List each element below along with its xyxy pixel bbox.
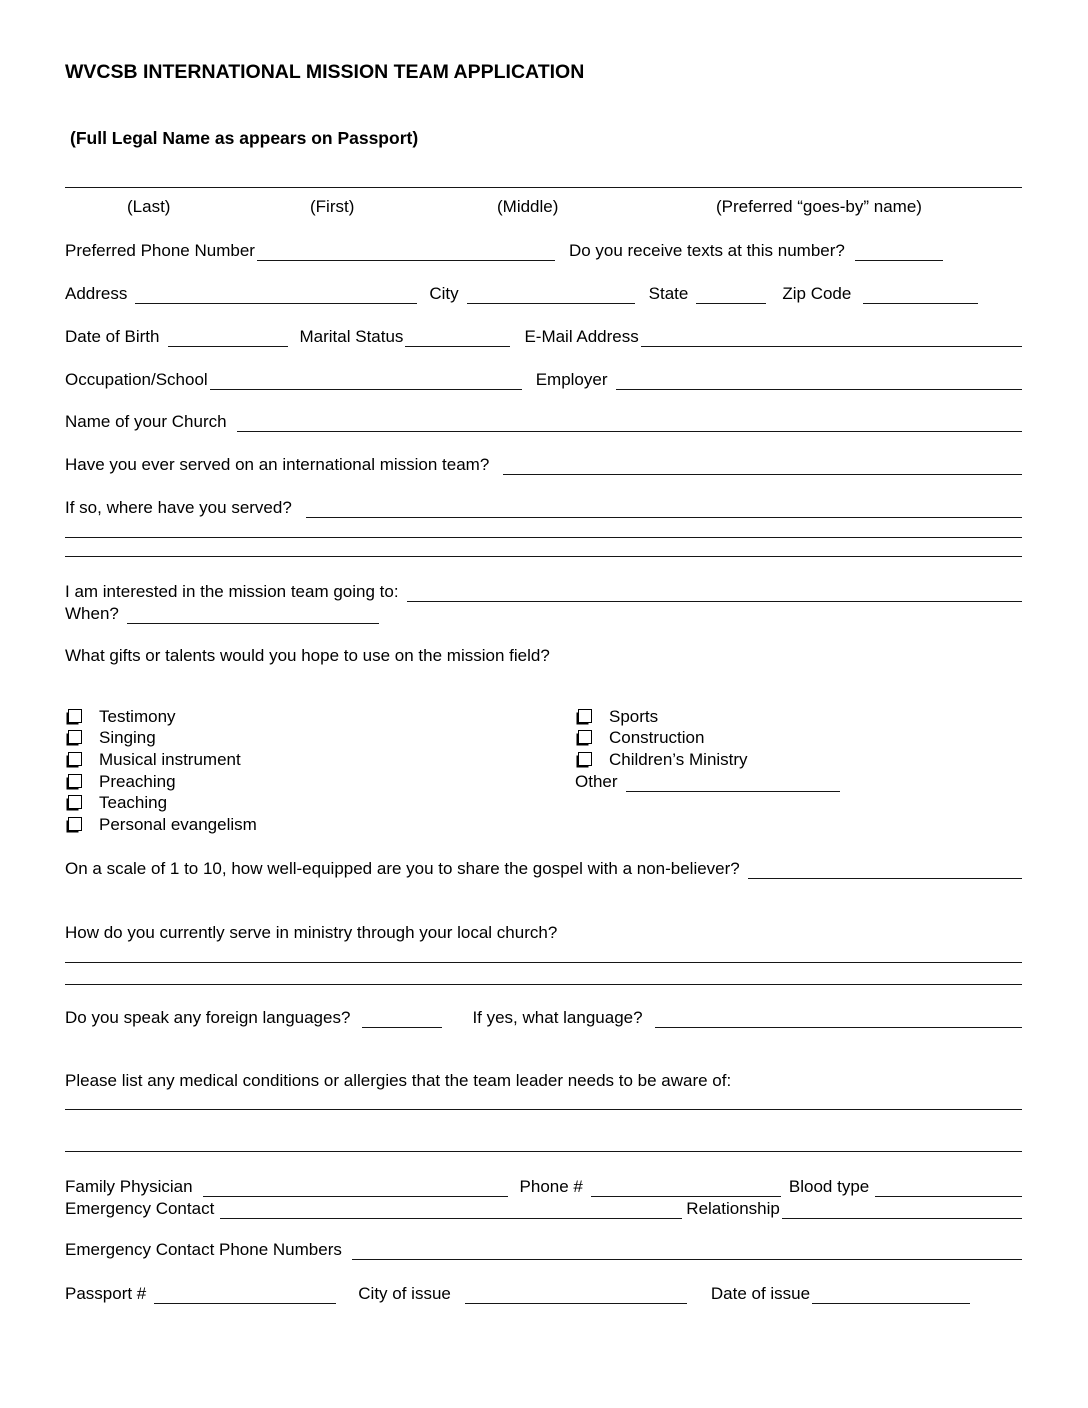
served-question-blank[interactable] <box>503 472 1022 475</box>
occupation-school-label: Occupation/School <box>65 370 208 389</box>
when-blank[interactable] <box>127 621 379 624</box>
family-physician-blank[interactable] <box>203 1194 508 1197</box>
interested-in-blank[interactable] <box>407 599 1022 602</box>
name-label-last: (Last) <box>127 197 171 216</box>
receive-texts-blank[interactable] <box>855 258 943 261</box>
row-family-physician <box>65 1176 1022 1197</box>
row-church <box>65 411 1022 432</box>
gift-option-label: Children’s Ministry <box>609 749 748 769</box>
emergency-phones-label: Emergency Contact Phone Numbers <box>65 1240 342 1259</box>
row-gifts-question <box>65 645 1022 666</box>
checkbox-icon[interactable] <box>68 795 82 809</box>
city-label: City <box>429 284 459 303</box>
checkbox-icon[interactable] <box>578 709 592 723</box>
checkbox-icon[interactable] <box>578 752 592 766</box>
interested-in-label: I am interested in the mission team going to: <box>65 582 399 601</box>
gift-option-sports[interactable] <box>575 706 840 728</box>
other-label: Other <box>575 772 618 792</box>
employer-label: Employer <box>535 370 608 389</box>
gift-option-musical-instrument[interactable] <box>65 749 257 771</box>
gift-option-personal-evangelism[interactable] <box>65 814 257 836</box>
foreign-languages-blank[interactable] <box>362 1025 442 1028</box>
phone-number-blank[interactable] <box>591 1194 781 1197</box>
row-served-where <box>65 497 1022 518</box>
blood-type-blank[interactable] <box>875 1194 1022 1197</box>
row-address <box>65 283 1022 304</box>
blood-type-label: Blood type <box>788 1177 870 1196</box>
marital-status-label: Marital Status <box>299 327 404 346</box>
row-ministry-question <box>65 922 1022 943</box>
row-interested-in <box>65 581 1022 602</box>
passport-number-label: Passport # <box>65 1284 147 1303</box>
what-language-blank[interactable] <box>655 1025 1022 1028</box>
passport-number-blank[interactable] <box>154 1301 336 1304</box>
gift-option-singing[interactable] <box>65 728 257 750</box>
gift-option-label: Musical instrument <box>99 749 241 769</box>
zip-code-blank[interactable] <box>863 301 978 304</box>
gift-option-preaching[interactable] <box>65 771 257 793</box>
state-label: State <box>648 284 689 303</box>
employer-blank[interactable] <box>616 387 1022 390</box>
row-occupation-employer <box>65 369 1022 390</box>
form-subtitle: (Full Legal Name as appears on Passport) <box>70 128 419 148</box>
row-preferred-phone <box>65 240 1022 261</box>
gift-option-label: Testimony <box>99 706 176 726</box>
gift-option-testimony[interactable] <box>65 706 257 728</box>
city-of-issue-label: City of issue <box>358 1284 451 1303</box>
gift-option-label: Construction <box>609 728 705 748</box>
occupation-school-blank[interactable] <box>210 387 522 390</box>
name-label-preferred: (Preferred “goes-by” name) <box>716 197 922 216</box>
gift-option-label: Sports <box>609 706 659 726</box>
gifts-column-right <box>575 706 840 792</box>
city-of-issue-blank[interactable] <box>465 1301 687 1304</box>
gifts-checkbox-section <box>65 706 1022 838</box>
foreign-languages-label: Do you speak any foreign languages? <box>65 1008 351 1027</box>
full-name-blank[interactable] <box>65 187 1022 188</box>
served-where-extra-line-2[interactable] <box>65 556 1022 557</box>
name-label-middle: (Middle) <box>497 197 559 216</box>
emergency-contact-blank[interactable] <box>220 1216 682 1219</box>
row-emergency-contact <box>65 1198 1022 1219</box>
receive-texts-label: Do you receive texts at this number? <box>568 241 845 260</box>
emergency-contact-label: Emergency Contact <box>65 1199 215 1218</box>
checkbox-icon[interactable] <box>68 817 82 831</box>
checkbox-icon[interactable] <box>578 730 592 744</box>
date-of-issue-blank[interactable] <box>812 1301 970 1304</box>
gift-option-label: Singing <box>99 728 156 748</box>
scale-question-blank[interactable] <box>748 876 1022 879</box>
row-served-question <box>65 454 1022 475</box>
served-question-label: Have you ever served on an international mission team? <box>65 455 490 474</box>
ministry-question-label: How do you currently serve in ministry through your local church? <box>65 923 558 942</box>
served-where-extra-line-1[interactable] <box>65 537 1022 538</box>
church-name-blank[interactable] <box>237 429 1022 432</box>
gift-option-label: Teaching <box>99 793 168 813</box>
relationship-blank[interactable] <box>782 1216 1022 1219</box>
gift-option-construction[interactable] <box>575 728 840 750</box>
address-blank[interactable] <box>135 301 417 304</box>
row-birth-marital-email <box>65 326 1022 347</box>
zip-code-label: Zip Code <box>782 284 852 303</box>
scale-question-label: On a scale of 1 to 10, how well-equipped are you to share the gospel with a non-believer? <box>65 859 740 878</box>
date-of-birth-label: Date of Birth <box>65 327 160 346</box>
date-of-birth-blank[interactable] <box>168 344 288 347</box>
medical-question-label: Please list any medical conditions or allergies that the team leader needs to be aware of: <box>65 1071 732 1090</box>
row-scale-question <box>65 858 1022 879</box>
name-labels-row <box>65 196 1022 217</box>
city-blank[interactable] <box>467 301 635 304</box>
phone-number-label: Phone # <box>519 1177 583 1196</box>
family-physician-label: Family Physician <box>65 1177 193 1196</box>
checkbox-icon[interactable] <box>68 730 82 744</box>
form-title: WVCSB INTERNATIONAL MISSION TEAM APPLICATION <box>65 61 585 83</box>
preferred-phone-blank[interactable] <box>257 258 555 261</box>
gifts-column-left <box>65 706 257 836</box>
checkbox-icon[interactable] <box>68 709 82 723</box>
ministry-answer-line-1[interactable] <box>65 962 1022 963</box>
emergency-phones-blank[interactable] <box>352 1257 1022 1260</box>
medical-answer-line-2[interactable] <box>65 1151 1022 1152</box>
what-language-label: If yes, what language? <box>472 1008 643 1027</box>
email-blank[interactable] <box>641 344 1022 347</box>
checkbox-icon[interactable] <box>68 774 82 788</box>
row-medical-question <box>65 1070 1022 1091</box>
ministry-answer-line-2[interactable] <box>65 984 1022 985</box>
address-label: Address <box>65 284 128 303</box>
other-blank[interactable] <box>626 789 840 792</box>
medical-answer-line-1[interactable] <box>65 1109 1022 1110</box>
checkbox-icon[interactable] <box>68 752 82 766</box>
gifts-question-label: What gifts or talents would you hope to use on the mission field? <box>65 646 550 665</box>
gift-option-label: Personal evangelism <box>99 814 257 834</box>
name-label-first: (First) <box>310 197 355 216</box>
gift-option-teaching[interactable] <box>65 792 257 814</box>
church-name-label: Name of your Church <box>65 412 227 431</box>
preferred-phone-label: Preferred Phone Number <box>65 241 255 260</box>
row-languages <box>65 1007 1022 1028</box>
served-where-label: If so, where have you served? <box>65 498 292 517</box>
row-emergency-phones <box>65 1239 1022 1260</box>
relationship-label: Relationship <box>686 1199 780 1218</box>
row-when <box>65 603 1022 624</box>
row-passport <box>65 1283 1022 1304</box>
gift-option-label: Preaching <box>99 771 176 791</box>
state-blank[interactable] <box>696 301 766 304</box>
when-label: When? <box>65 604 119 623</box>
gift-option-childrens-ministry[interactable] <box>575 749 840 771</box>
email-label: E-Mail Address <box>524 327 639 346</box>
gift-option-other <box>575 771 840 793</box>
marital-status-blank[interactable] <box>405 344 510 347</box>
served-where-blank[interactable] <box>306 515 1022 518</box>
date-of-issue-label: Date of issue <box>710 1284 811 1303</box>
